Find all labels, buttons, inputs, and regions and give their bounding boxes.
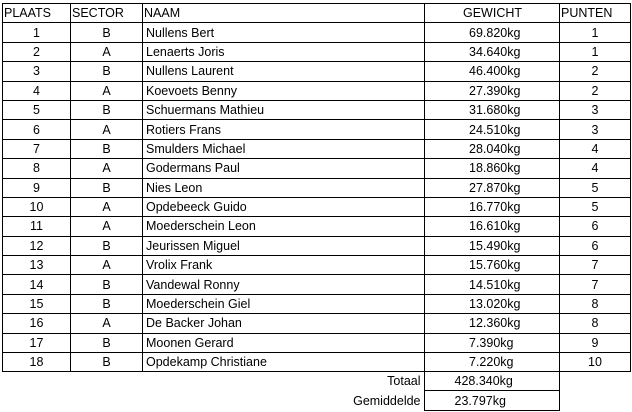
header-row <box>3 4 631 23</box>
cell-sector: A <box>71 42 143 61</box>
cell-sector: B <box>71 178 143 197</box>
cell-sector: A <box>71 197 143 216</box>
cell-gewicht: 27.870kg <box>425 178 560 197</box>
cell-plaats: 17 <box>3 333 71 352</box>
cell-naam: Moederschein Leon <box>143 217 425 236</box>
cell-naam: Rotiers Frans <box>143 120 425 139</box>
table-row <box>3 294 631 313</box>
cell-plaats: 11 <box>3 217 71 236</box>
total-row <box>2 372 559 391</box>
header-plaats: PLAATS <box>3 4 71 23</box>
cell-sector: B <box>71 275 143 294</box>
cell-punten: 9 <box>560 333 631 352</box>
table-row <box>3 62 631 81</box>
cell-punten: 6 <box>560 217 631 236</box>
table-row <box>3 23 631 42</box>
cell-punten: 4 <box>560 139 631 158</box>
cell-naam: Nullens Laurent <box>143 62 425 81</box>
cell-plaats: 2 <box>3 42 71 61</box>
cell-plaats: 1 <box>3 23 71 42</box>
average-row <box>2 391 559 410</box>
cell-punten: 1 <box>560 23 631 42</box>
cell-gewicht: 12.360kg <box>425 314 560 333</box>
cell-naam: Schuermans Mathieu <box>143 100 425 119</box>
cell-naam: Nullens Bert <box>143 23 425 42</box>
cell-plaats: 12 <box>3 236 71 255</box>
cell-plaats: 16 <box>3 314 71 333</box>
header-naam: NAAM <box>143 4 425 23</box>
cell-naam: Lenaerts Joris <box>143 42 425 61</box>
table-row <box>3 197 631 216</box>
cell-gewicht: 27.390kg <box>425 81 560 100</box>
cell-plaats: 4 <box>3 81 71 100</box>
cell-gewicht: 16.770kg <box>425 197 560 216</box>
cell-gewicht: 34.640kg <box>425 42 560 61</box>
cell-naam: Opdekamp Christiane <box>143 353 425 372</box>
cell-punten: 6 <box>560 236 631 255</box>
cell-sector: B <box>71 139 143 158</box>
table-row <box>3 178 631 197</box>
cell-gewicht: 15.760kg <box>425 256 560 275</box>
cell-punten: 8 <box>560 314 631 333</box>
cell-naam: Opdebeeck Guido <box>143 197 425 216</box>
results-body <box>3 23 631 372</box>
cell-gewicht: 46.400kg <box>425 62 560 81</box>
cell-naam: Vrolix Frank <box>143 256 425 275</box>
cell-sector: A <box>71 314 143 333</box>
cell-sector: B <box>71 100 143 119</box>
cell-sector: A <box>71 256 143 275</box>
cell-punten: 3 <box>560 120 631 139</box>
cell-naam: Koevoets Benny <box>143 81 425 100</box>
summary-table <box>2 371 560 411</box>
table-row <box>3 42 631 61</box>
cell-naam: Smulders Michael <box>143 139 425 158</box>
cell-sector: B <box>71 62 143 81</box>
table-row <box>3 159 631 178</box>
cell-plaats: 9 <box>3 178 71 197</box>
cell-sector: B <box>71 333 143 352</box>
table-row <box>3 120 631 139</box>
cell-sector: B <box>71 353 143 372</box>
cell-punten: 7 <box>560 256 631 275</box>
cell-punten: 1 <box>560 42 631 61</box>
cell-punten: 7 <box>560 275 631 294</box>
cell-sector: B <box>71 294 143 313</box>
cell-gewicht: 31.680kg <box>425 100 560 119</box>
average-value: 23.797kg <box>424 391 559 410</box>
table-row <box>3 353 631 372</box>
cell-gewicht: 18.860kg <box>425 159 560 178</box>
cell-punten: 2 <box>560 62 631 81</box>
cell-plaats: 10 <box>3 197 71 216</box>
cell-naam: Moonen Gerard <box>143 333 425 352</box>
header-gewicht: GEWICHT <box>425 4 560 23</box>
cell-punten: 8 <box>560 294 631 313</box>
header-punten: PUNTEN <box>560 4 631 23</box>
cell-plaats: 3 <box>3 62 71 81</box>
cell-sector: A <box>71 159 143 178</box>
cell-gewicht: 7.390kg <box>425 333 560 352</box>
cell-gewicht: 14.510kg <box>425 275 560 294</box>
cell-gewicht: 16.610kg <box>425 217 560 236</box>
average-label: Gemiddelde <box>2 391 424 410</box>
cell-plaats: 5 <box>3 100 71 119</box>
cell-gewicht: 7.220kg <box>425 353 560 372</box>
cell-plaats: 8 <box>3 159 71 178</box>
cell-gewicht: 13.020kg <box>425 294 560 313</box>
table-row <box>3 236 631 255</box>
cell-gewicht: 28.040kg <box>425 139 560 158</box>
cell-sector: B <box>71 236 143 255</box>
cell-plaats: 7 <box>3 139 71 158</box>
total-value: 428.340kg <box>424 372 559 391</box>
cell-sector: A <box>71 81 143 100</box>
cell-naam: De Backer Johan <box>143 314 425 333</box>
table-row <box>3 256 631 275</box>
cell-naam: Godermans Paul <box>143 159 425 178</box>
results-table <box>2 3 631 372</box>
cell-plaats: 13 <box>3 256 71 275</box>
table-row <box>3 100 631 119</box>
cell-plaats: 18 <box>3 353 71 372</box>
cell-gewicht: 24.510kg <box>425 120 560 139</box>
header-sector: SECTOR <box>71 4 143 23</box>
cell-plaats: 6 <box>3 120 71 139</box>
table-row <box>3 314 631 333</box>
table-row <box>3 217 631 236</box>
cell-punten: 5 <box>560 178 631 197</box>
table-row <box>3 81 631 100</box>
cell-naam: Jeurissen Miguel <box>143 236 425 255</box>
cell-punten: 3 <box>560 100 631 119</box>
cell-punten: 4 <box>560 159 631 178</box>
cell-sector: B <box>71 23 143 42</box>
cell-naam: Vandewal Ronny <box>143 275 425 294</box>
cell-punten: 10 <box>560 353 631 372</box>
cell-naam: Nies Leon <box>143 178 425 197</box>
cell-sector: A <box>71 217 143 236</box>
cell-naam: Moederschein Giel <box>143 294 425 313</box>
cell-plaats: 15 <box>3 294 71 313</box>
total-label: Totaal <box>2 372 424 391</box>
cell-plaats: 14 <box>3 275 71 294</box>
table-row <box>3 139 631 158</box>
cell-sector: A <box>71 120 143 139</box>
cell-punten: 5 <box>560 197 631 216</box>
cell-gewicht: 15.490kg <box>425 236 560 255</box>
cell-gewicht: 69.820kg <box>425 23 560 42</box>
table-row <box>3 333 631 352</box>
table-row <box>3 275 631 294</box>
cell-punten: 2 <box>560 81 631 100</box>
